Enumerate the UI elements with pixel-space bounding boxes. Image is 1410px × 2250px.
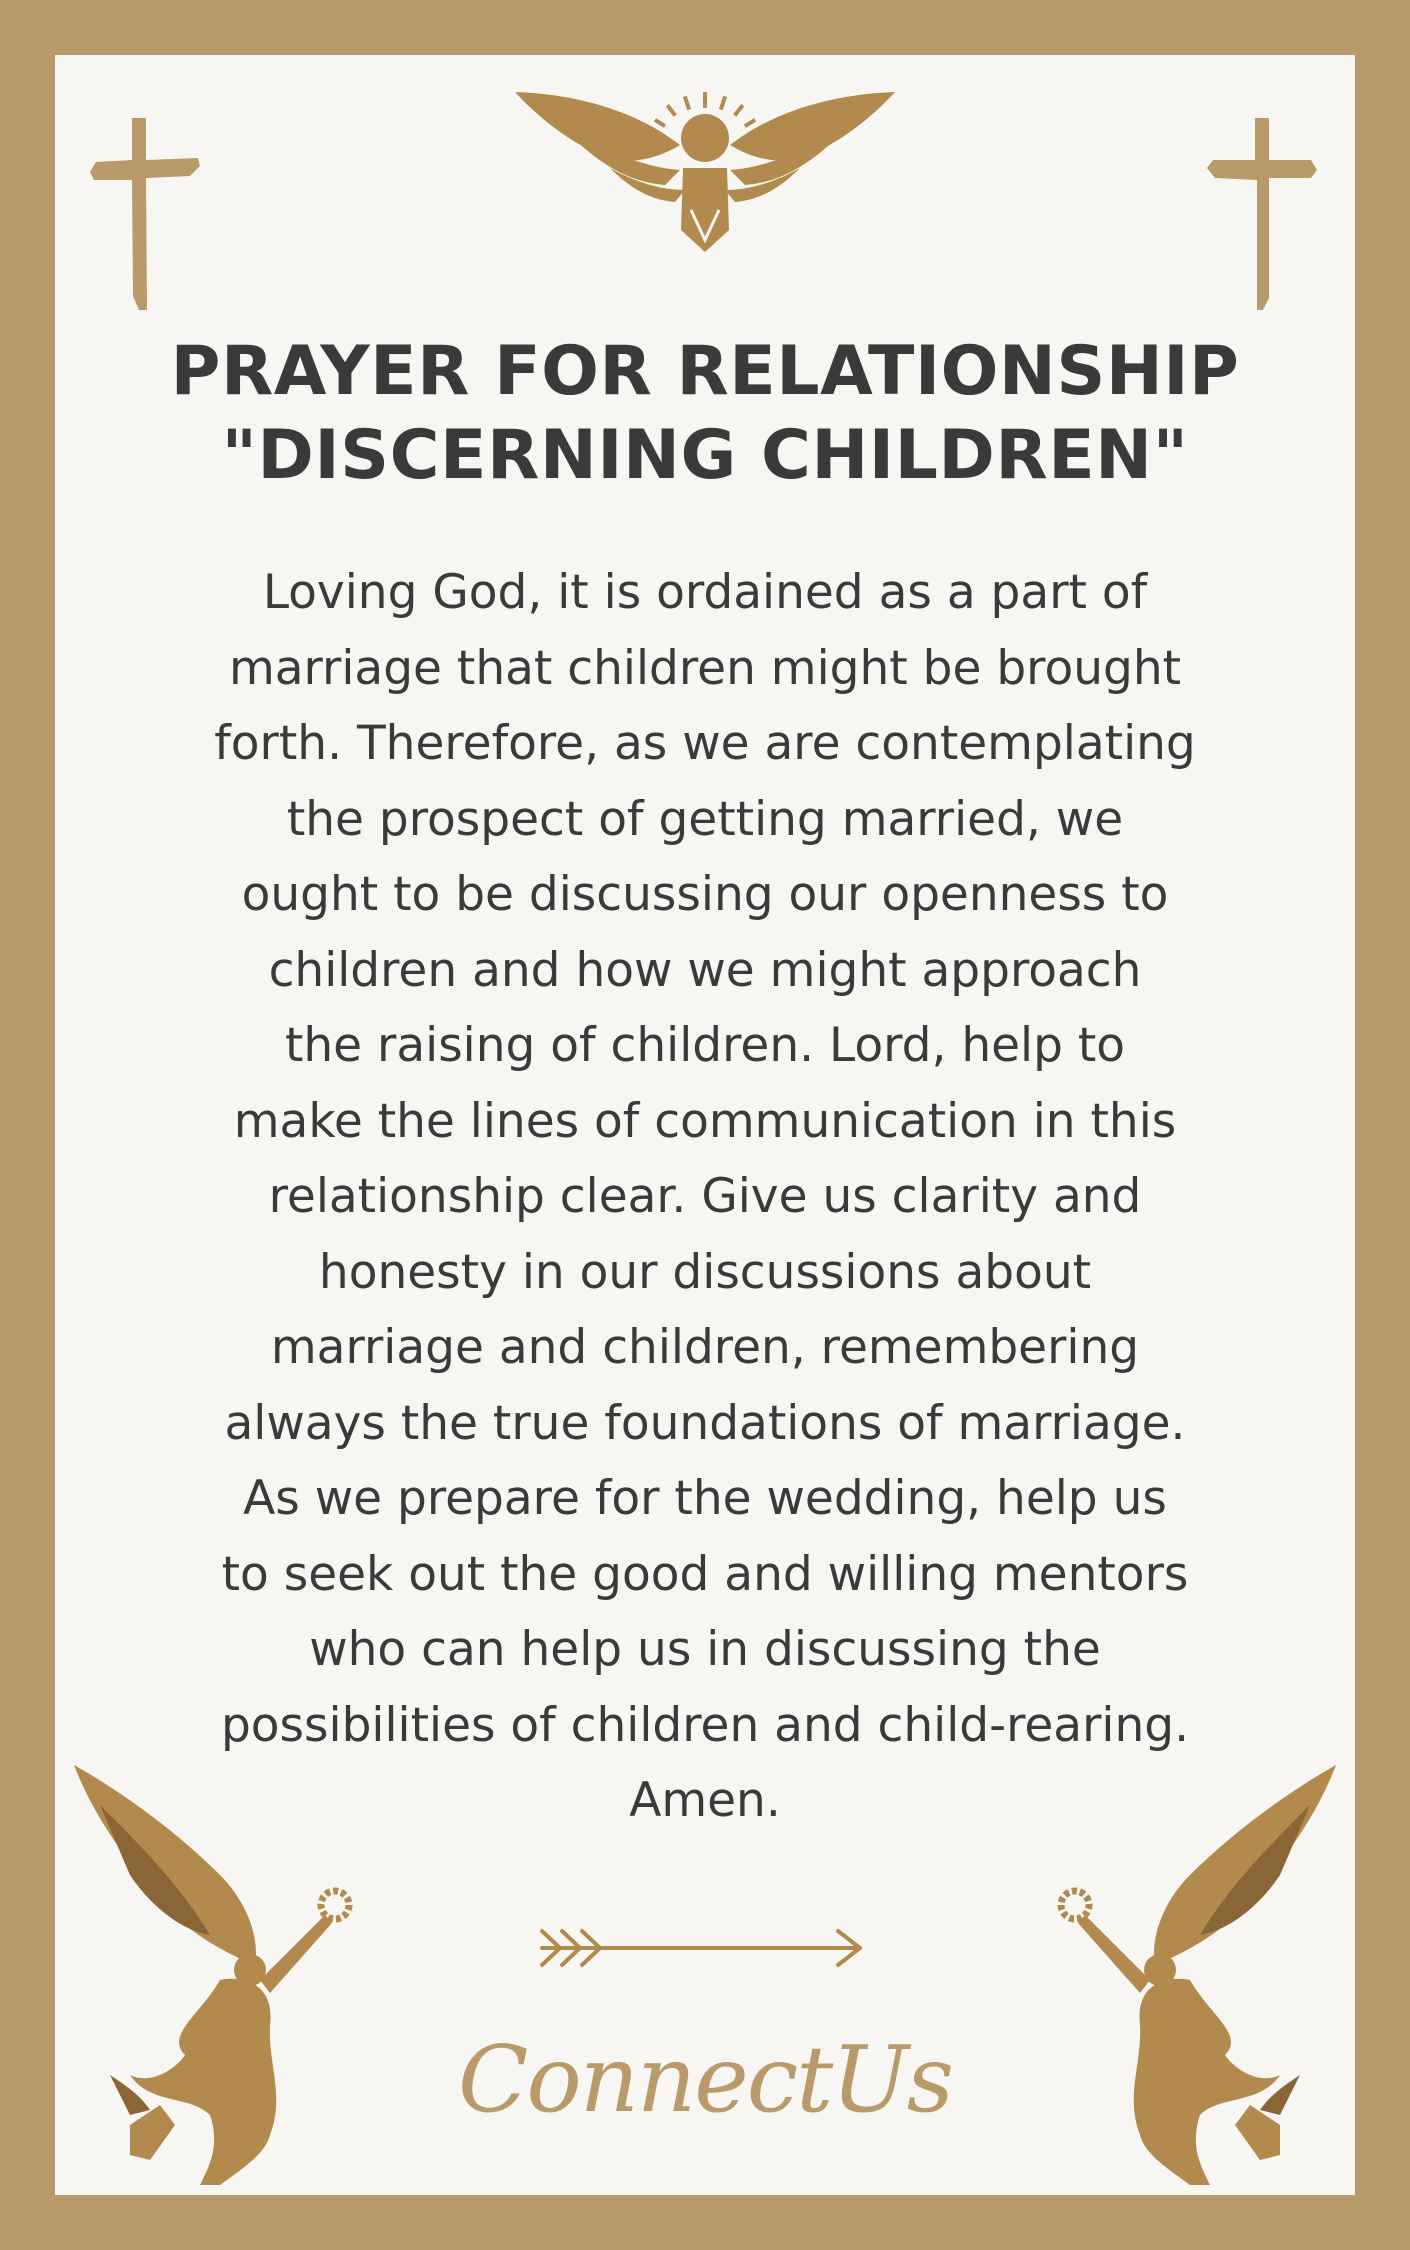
prayer-line: to seek out the good and willing mentors: [221, 1546, 1189, 1602]
prayer-line: Loving God, it is ordained as a part of: [262, 565, 1148, 620]
prayer-line: marriage that children might be brought: [228, 640, 1182, 696]
prayer-text: [110, 555, 1300, 1839]
prayer-line: children and how we might approach: [268, 942, 1142, 998]
prayer-line: marriage and children, remembering: [270, 1320, 1140, 1375]
cross-icon: [90, 118, 200, 310]
prayer-line: honesty in our discussions about: [318, 1244, 1092, 1300]
prayer-line: make the lines of communication in this: [233, 1093, 1177, 1149]
title-line-1: PRAYER FOR RELATIONSHIP: [170, 332, 1240, 411]
angel-with-wreath-icon: [1045, 1765, 1340, 2190]
prayer-line: relationship clear. Give us clarity and: [268, 1169, 1142, 1224]
angel-with-wreath-icon: [70, 1765, 365, 2190]
prayer-line: As we prepare for the wedding, help us: [243, 1471, 1167, 1526]
winged-sun-icon: [515, 90, 895, 260]
prayer-line: possibilities of children and child-rearing.: [220, 1697, 1190, 1753]
page-title: [100, 330, 1310, 498]
prayer-line: the prospect of getting married, we: [286, 791, 1124, 847]
prayer-line: forth. Therefore, as we are contemplating: [214, 716, 1196, 771]
brand-logo: ConnectUs: [458, 2026, 952, 2133]
arrow-icon: [538, 1925, 868, 1971]
prayer-line: Amen.: [629, 1773, 781, 1828]
prayer-line: who can help us in discussing the: [309, 1622, 1101, 1677]
title-line-2: "DISCERNING CHILDREN": [221, 416, 1189, 495]
prayer-line: always the true foundations of marriage.: [224, 1395, 1186, 1451]
cross-icon: [1207, 118, 1317, 310]
prayer-line: the raising of children. Lord, help to: [284, 1018, 1126, 1073]
prayer-line: ought to be discussing our openness to: [241, 867, 1169, 922]
